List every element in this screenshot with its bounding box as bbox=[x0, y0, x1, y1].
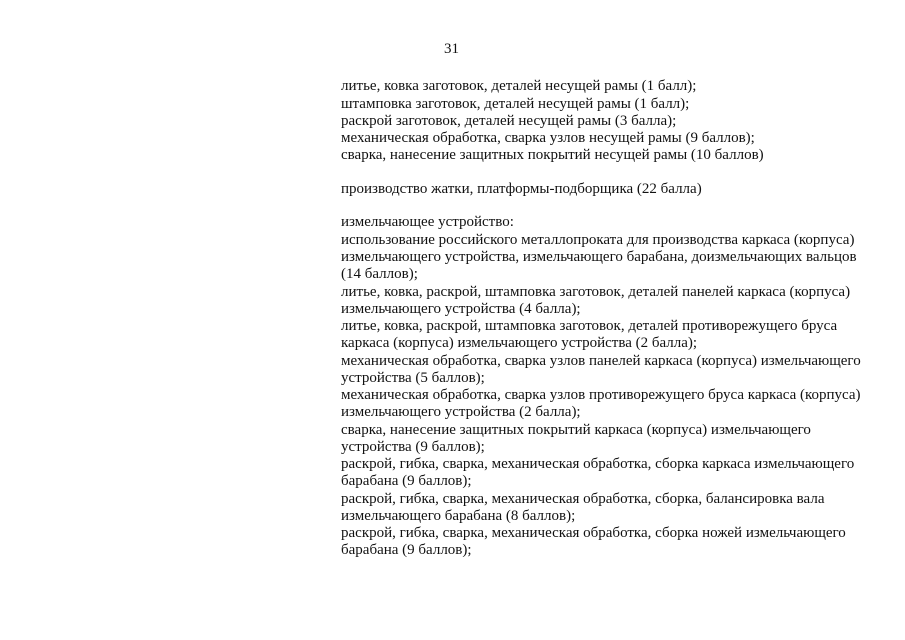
text-line: устройства (9 баллов); bbox=[341, 439, 485, 455]
text-line: устройства (5 баллов); bbox=[341, 370, 485, 386]
text-line: раскрой, гибка, сварка, механическая обработка, сборка ножей измельчающего bbox=[341, 525, 846, 541]
text-line: механическая обработка, сварка узлов противорежущего бруса каркаса (корпуса) bbox=[341, 387, 861, 403]
text-line: раскрой заготовок, деталей несущей рамы (3 балла); bbox=[341, 113, 677, 129]
text-line: измельчающего устройства, измельчающего барабана, доизмельчающих вальцов bbox=[341, 249, 857, 265]
text-line: литье, ковка, раскрой, штамповка заготовок, деталей панелей каркаса (корпуса) bbox=[341, 284, 851, 300]
text-line: сварка, нанесение защитных покрытий несущей рамы (10 баллов) bbox=[341, 147, 764, 163]
text-line: литье, ковка, раскрой, штамповка заготовок, деталей противорежущего бруса bbox=[341, 318, 838, 334]
text-line: (14 баллов); bbox=[341, 266, 418, 282]
text-line: штамповка заготовок, деталей несущей рамы (1 балл); bbox=[341, 96, 690, 112]
text-line: раскрой, гибка, сварка, механическая обработка, сборка, балансировка вала bbox=[341, 491, 825, 507]
text-line: производство жатки, платформы-подборщика (22 балла) bbox=[341, 181, 702, 197]
text-line: механическая обработка, сварка узлов панелей каркаса (корпуса) измельчающего bbox=[341, 353, 861, 369]
text-line: барабана (9 баллов); bbox=[341, 542, 472, 558]
text-line: литье, ковка заготовок, деталей несущей рамы (1 балл); bbox=[341, 78, 697, 94]
text-line: измельчающего устройства (4 балла); bbox=[341, 301, 581, 317]
text-line: раскрой, гибка, сварка, механическая обработка, сборка каркаса измельчающего bbox=[341, 456, 855, 472]
text-line: сварка, нанесение защитных покрытий каркаса (корпуса) измельчающего bbox=[341, 422, 811, 438]
text-line: каркаса (корпуса) измельчающего устройства (2 балла); bbox=[341, 335, 698, 351]
text-line: использование российского металлопроката для производства каркаса (корпуса) bbox=[341, 232, 855, 248]
text-line: измельчающее устройство: bbox=[341, 214, 514, 230]
page-number: 31 bbox=[444, 41, 459, 57]
text-line: механическая обработка, сварка узлов несущей рамы (9 баллов); bbox=[341, 130, 755, 146]
text-line: барабана (9 баллов); bbox=[341, 473, 472, 489]
text-line: измельчающего барабана (8 баллов); bbox=[341, 508, 576, 524]
text-line: измельчающего устройства (2 балла); bbox=[341, 404, 581, 420]
